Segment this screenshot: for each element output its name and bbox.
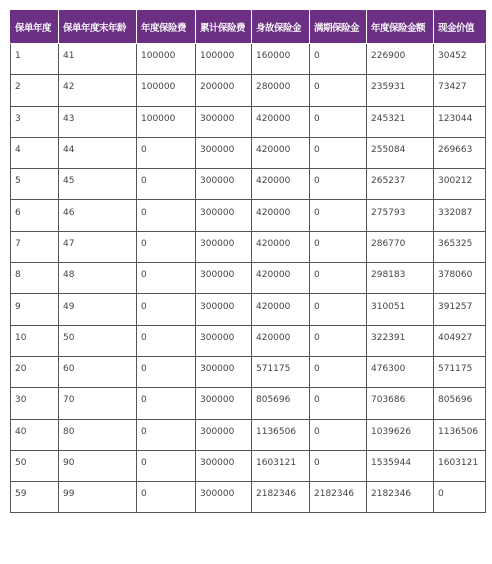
table-cell: 245321 xyxy=(367,106,434,137)
table-cell: 48 xyxy=(59,263,137,294)
table-cell: 30452 xyxy=(434,44,486,75)
table-cell: 100000 xyxy=(137,106,196,137)
table-cell: 123044 xyxy=(434,106,486,137)
table-row xyxy=(11,137,486,168)
table-cell: 80 xyxy=(59,419,137,450)
table-cell: 571175 xyxy=(252,356,310,387)
table-cell: 0 xyxy=(137,263,196,294)
table-cell: 0 xyxy=(310,325,367,356)
column-header: 现金价值 xyxy=(434,11,486,44)
table-cell: 0 xyxy=(434,482,486,513)
table-cell: 59 xyxy=(11,482,59,513)
table-row xyxy=(11,231,486,262)
table-cell: 300000 xyxy=(196,450,252,481)
table-cell: 322391 xyxy=(367,325,434,356)
table-cell: 420000 xyxy=(252,231,310,262)
table-cell: 100000 xyxy=(137,75,196,106)
table-cell: 1136506 xyxy=(434,419,486,450)
table-row xyxy=(11,388,486,419)
table-cell: 226900 xyxy=(367,44,434,75)
table-cell: 1535944 xyxy=(367,450,434,481)
column-header: 身故保险金 xyxy=(252,11,310,44)
table-row xyxy=(11,482,486,513)
table-cell: 571175 xyxy=(434,356,486,387)
table-header xyxy=(11,11,486,44)
column-header: 保单年度 xyxy=(11,11,59,44)
table-cell: 30 xyxy=(11,388,59,419)
header-row xyxy=(11,11,486,44)
table-cell: 1039626 xyxy=(367,419,434,450)
table-cell: 5 xyxy=(11,169,59,200)
table-cell: 0 xyxy=(137,356,196,387)
table-cell: 0 xyxy=(310,106,367,137)
table-cell: 703686 xyxy=(367,388,434,419)
table-cell: 2182346 xyxy=(310,482,367,513)
table-cell: 50 xyxy=(11,450,59,481)
table-cell: 0 xyxy=(310,75,367,106)
table-cell: 0 xyxy=(310,294,367,325)
table-cell: 100000 xyxy=(196,44,252,75)
table-cell: 0 xyxy=(310,169,367,200)
table-cell: 0 xyxy=(137,325,196,356)
table-cell: 1603121 xyxy=(252,450,310,481)
table-cell: 300000 xyxy=(196,419,252,450)
table-row xyxy=(11,169,486,200)
table-row xyxy=(11,294,486,325)
table-cell: 46 xyxy=(59,200,137,231)
table-cell: 0 xyxy=(137,450,196,481)
column-header: 满期保险金 xyxy=(310,11,367,44)
table-cell: 0 xyxy=(310,231,367,262)
table-cell: 20 xyxy=(11,356,59,387)
table-cell: 9 xyxy=(11,294,59,325)
table-cell: 300212 xyxy=(434,169,486,200)
table-cell: 7 xyxy=(11,231,59,262)
table-cell: 2182346 xyxy=(367,482,434,513)
column-header: 累计保险费 xyxy=(196,11,252,44)
table-cell: 1136506 xyxy=(252,419,310,450)
table-row xyxy=(11,75,486,106)
table-cell: 300000 xyxy=(196,169,252,200)
table-cell: 160000 xyxy=(252,44,310,75)
table-cell: 0 xyxy=(137,137,196,168)
table-cell: 300000 xyxy=(196,294,252,325)
column-header: 年度保险金额 xyxy=(367,11,434,44)
insurance-benefit-table xyxy=(10,10,486,513)
table-cell: 60 xyxy=(59,356,137,387)
table-cell: 286770 xyxy=(367,231,434,262)
table-cell: 0 xyxy=(137,231,196,262)
table-body xyxy=(11,44,486,513)
table-cell: 378060 xyxy=(434,263,486,294)
table-cell: 44 xyxy=(59,137,137,168)
table-row xyxy=(11,325,486,356)
table-cell: 300000 xyxy=(196,137,252,168)
table-cell: 0 xyxy=(137,388,196,419)
table-cell: 4 xyxy=(11,137,59,168)
table-cell: 100000 xyxy=(137,44,196,75)
table-cell: 73427 xyxy=(434,75,486,106)
table-cell: 8 xyxy=(11,263,59,294)
table-cell: 0 xyxy=(137,294,196,325)
table-cell: 300000 xyxy=(196,325,252,356)
table-cell: 269663 xyxy=(434,137,486,168)
table-cell: 300000 xyxy=(196,263,252,294)
table-cell: 41 xyxy=(59,44,137,75)
table-cell: 310051 xyxy=(367,294,434,325)
table-cell: 298183 xyxy=(367,263,434,294)
table-cell: 1603121 xyxy=(434,450,486,481)
table-cell: 45 xyxy=(59,169,137,200)
table-cell: 50 xyxy=(59,325,137,356)
table-cell: 404927 xyxy=(434,325,486,356)
table-cell: 420000 xyxy=(252,200,310,231)
table-cell: 2 xyxy=(11,75,59,106)
table-cell: 235931 xyxy=(367,75,434,106)
table-cell: 0 xyxy=(137,419,196,450)
table-cell: 0 xyxy=(137,200,196,231)
table-cell: 3 xyxy=(11,106,59,137)
table-row xyxy=(11,263,486,294)
table-row xyxy=(11,419,486,450)
table-cell: 40 xyxy=(11,419,59,450)
column-header: 年度保险费 xyxy=(137,11,196,44)
table-cell: 0 xyxy=(310,263,367,294)
table-cell: 0 xyxy=(310,419,367,450)
table-cell: 332087 xyxy=(434,200,486,231)
table-cell: 200000 xyxy=(196,75,252,106)
table-cell: 10 xyxy=(11,325,59,356)
table-cell: 0 xyxy=(310,450,367,481)
table-cell: 420000 xyxy=(252,169,310,200)
table-row xyxy=(11,450,486,481)
table-row xyxy=(11,106,486,137)
table-cell: 99 xyxy=(59,482,137,513)
table-cell: 1 xyxy=(11,44,59,75)
table-cell: 365325 xyxy=(434,231,486,262)
table-cell: 805696 xyxy=(434,388,486,419)
table-cell: 70 xyxy=(59,388,137,419)
table-cell: 0 xyxy=(310,44,367,75)
table-cell: 47 xyxy=(59,231,137,262)
table-cell: 300000 xyxy=(196,106,252,137)
table-cell: 43 xyxy=(59,106,137,137)
table-cell: 0 xyxy=(310,200,367,231)
table-cell: 300000 xyxy=(196,231,252,262)
table-cell: 42 xyxy=(59,75,137,106)
table-cell: 6 xyxy=(11,200,59,231)
table-row xyxy=(11,44,486,75)
table-cell: 476300 xyxy=(367,356,434,387)
table-cell: 300000 xyxy=(196,482,252,513)
column-header: 保单年度末年龄 xyxy=(59,11,137,44)
table-cell: 0 xyxy=(310,356,367,387)
table-cell: 90 xyxy=(59,450,137,481)
table-cell: 265237 xyxy=(367,169,434,200)
table-row xyxy=(11,356,486,387)
table-cell: 255084 xyxy=(367,137,434,168)
table-cell: 391257 xyxy=(434,294,486,325)
table-cell: 2182346 xyxy=(252,482,310,513)
table-cell: 420000 xyxy=(252,294,310,325)
table-cell: 805696 xyxy=(252,388,310,419)
table-cell: 0 xyxy=(137,169,196,200)
table-cell: 300000 xyxy=(196,388,252,419)
table-row xyxy=(11,200,486,231)
table-cell: 0 xyxy=(310,388,367,419)
table-cell: 420000 xyxy=(252,106,310,137)
table-cell: 420000 xyxy=(252,263,310,294)
table-cell: 280000 xyxy=(252,75,310,106)
table-cell: 0 xyxy=(310,137,367,168)
table-cell: 300000 xyxy=(196,200,252,231)
table-cell: 275793 xyxy=(367,200,434,231)
table-cell: 420000 xyxy=(252,137,310,168)
table-cell: 300000 xyxy=(196,356,252,387)
insurance-benefit-table-container xyxy=(10,10,485,513)
table-cell: 420000 xyxy=(252,325,310,356)
table-cell: 0 xyxy=(137,482,196,513)
table-cell: 49 xyxy=(59,294,137,325)
